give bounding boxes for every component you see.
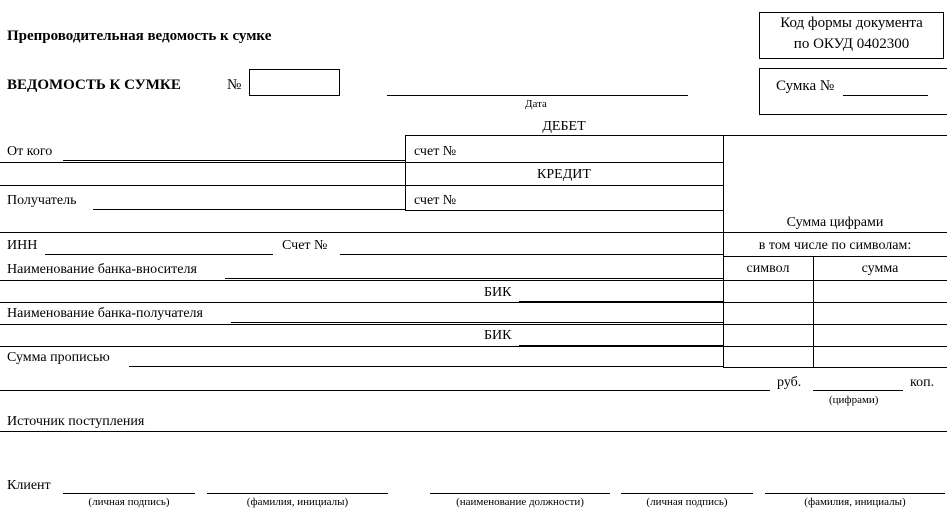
officer-name-line[interactable]	[765, 493, 945, 494]
date-line[interactable]	[387, 95, 688, 96]
divider	[0, 346, 947, 347]
from-line[interactable]	[63, 160, 405, 161]
from-label: От кого	[7, 144, 53, 159]
source-label: Источник поступления	[7, 414, 145, 429]
inn-label: ИНН	[7, 238, 38, 253]
recipient-bank-line[interactable]	[231, 322, 723, 323]
client-name-line[interactable]	[207, 493, 388, 494]
digits-caption: (цифрами)	[829, 394, 879, 406]
divider	[0, 280, 947, 281]
amount-digits-label: Сумма цифрами	[786, 215, 884, 230]
recipient-bik-label: БИК	[484, 328, 512, 343]
depositor-bank-line[interactable]	[225, 278, 723, 279]
divider	[405, 135, 406, 210]
divider	[813, 256, 814, 367]
officer-signature-line[interactable]	[621, 493, 753, 494]
divider	[723, 367, 947, 368]
divider	[0, 185, 723, 186]
bag-number-line[interactable]	[843, 95, 928, 96]
divider	[0, 232, 947, 233]
statement-title: ВЕДОМОСТЬ К СУМКЕ	[7, 77, 181, 93]
statement-number-field[interactable]	[249, 69, 340, 96]
account-number-line[interactable]	[340, 254, 723, 255]
divider	[723, 256, 947, 257]
including-symbols-label: в том числе по символам:	[758, 238, 912, 253]
signature-caption-2: (личная подпись)	[646, 496, 728, 508]
inn-line[interactable]	[45, 254, 273, 255]
client-label: Клиент	[7, 478, 51, 493]
recipient-line[interactable]	[93, 209, 405, 210]
symbol-column-header: символ	[746, 261, 790, 276]
form-code-line1: Код формы документа	[780, 15, 923, 31]
date-caption: Дата	[525, 98, 547, 110]
divider	[405, 135, 947, 136]
amount-words-line-2[interactable]	[0, 390, 770, 391]
debit-label: ДЕБЕТ	[542, 119, 586, 134]
divider	[0, 162, 723, 163]
depositor-bik-label: БИК	[484, 285, 512, 300]
recipient-bank-label: Наименование банка-получателя	[7, 306, 203, 321]
divider	[0, 324, 947, 325]
amount-digits-line[interactable]	[813, 390, 903, 391]
source-line[interactable]	[0, 431, 947, 432]
signature-caption-1: (личная подпись)	[88, 496, 170, 508]
form-code-line2: по ОКУД 0402300	[793, 36, 910, 52]
recipient-label: Получатель	[7, 193, 77, 208]
amount-words-label: Сумма прописью	[7, 350, 110, 365]
credit-label: КРЕДИТ	[537, 167, 591, 182]
debit-account-label: счет №	[414, 144, 457, 159]
bag-label: Сумка №	[776, 78, 835, 94]
divider	[0, 302, 947, 303]
kop-label: коп.	[910, 375, 935, 390]
amount-words-line[interactable]	[129, 366, 723, 367]
account-number-label: Счет №	[282, 238, 328, 253]
position-caption: (наименование должности)	[456, 496, 584, 508]
name-caption-2: (фамилия, инициалы)	[804, 496, 906, 508]
document-title: Препроводительная ведомость к сумке	[7, 28, 272, 44]
position-line[interactable]	[430, 493, 610, 494]
depositor-bank-label: Наименование банка-вносителя	[7, 262, 197, 277]
divider	[405, 210, 723, 211]
client-signature-line[interactable]	[63, 493, 195, 494]
name-caption-1: (фамилия, инициалы)	[246, 496, 349, 508]
sum-column-header: сумма	[861, 261, 899, 276]
rub-label: руб.	[777, 375, 802, 390]
number-sign: №	[227, 77, 242, 93]
credit-account-label: счет №	[414, 193, 457, 208]
